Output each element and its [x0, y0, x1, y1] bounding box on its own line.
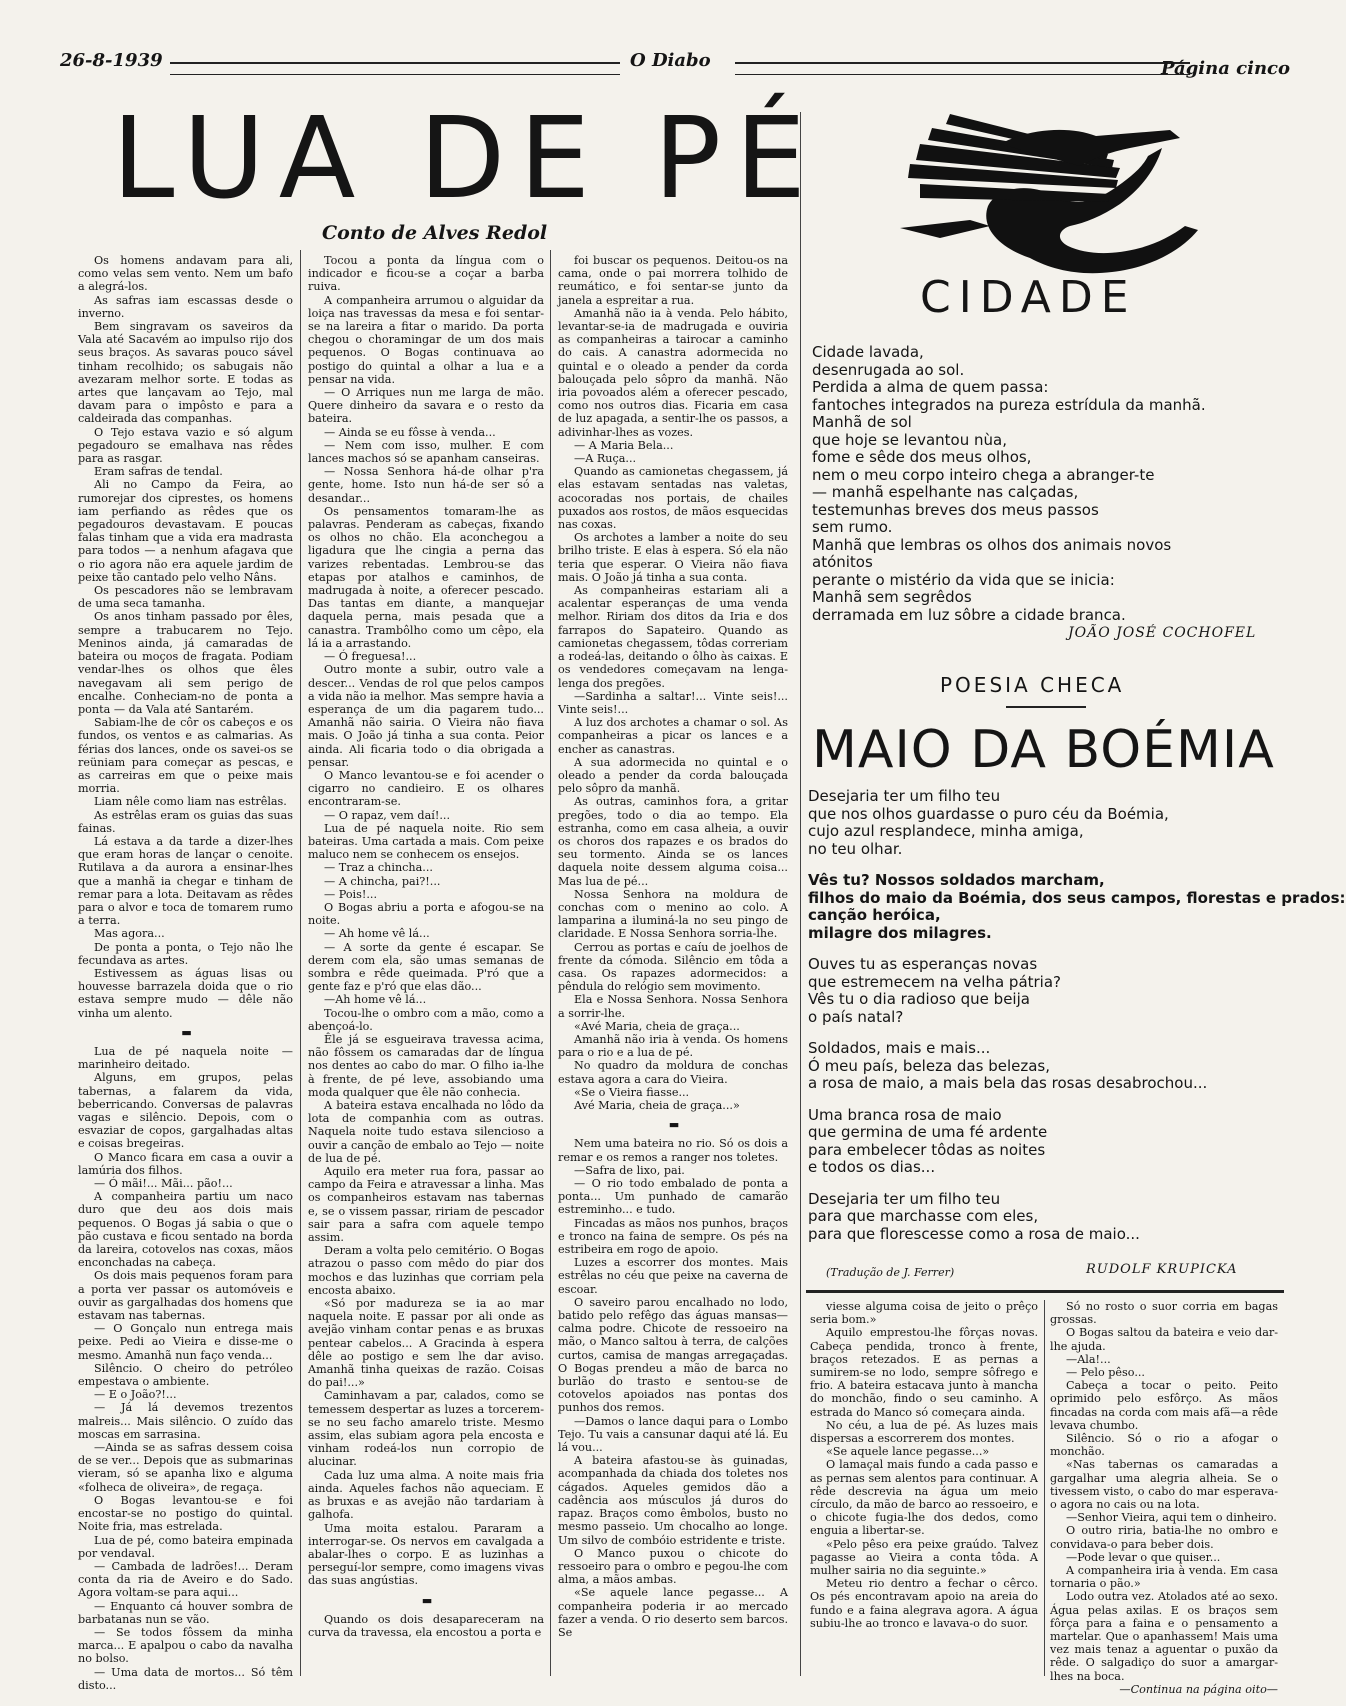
paragraph: Êle já se esgueirava travessa acima, não fôssem os camaradas dar de língua nos dentes ao cabo do mar. O filho ia-lhe à frente, de pé leve, assobiando uma moda qualquer que êle não conhecia. — [308, 1032, 544, 1099]
maio-poem — [808, 787, 1346, 1243]
paragraph: O saveiro parou encalhado no lodo, batido pelo refêgo das águas mansas—calma podre. Chicote de ressoeiro na mão, o Manco saltou à terra, de calções curtos, camisa de mangas arregaçadas. O Bogas prendeu a mão de barca no burlão do trasto e sentou-se de cotovelos apoiados nas pontas dos punhos dos remos. — [558, 1295, 788, 1415]
paragraph: Ali no Campo da Feira, ao rumorejar dos ciprestes, os homens iam perfiando as rêdes que os pegadouros devastavam. E poucas falas tinham que a vida era madrasta para todos — a nenhum afagava que o rio agora não era aquele jardim de peixe tão cantado pelo velho Nâns. — [78, 478, 293, 584]
stanza-gap — [808, 1177, 1288, 1191]
paragraph: — Pelo pêso... — [1066, 1366, 1145, 1380]
poem-line: derramada em luz sôbre a cidade branca. — [812, 605, 1126, 624]
paragraph: Estivessem as águas lisas ou houvesse barrazela doida que o rio estava sempre mudo — dêle não vinha um alento. — [78, 966, 293, 1020]
paragraph: — Ainda se eu fôsse à venda... — [324, 425, 496, 439]
paragraph: Os pescadores não se lembravam de uma seca tamanha. — [78, 584, 293, 611]
poem-line: desenrugada ao sol. — [812, 360, 965, 379]
paragraph: «Avé Maria, cheia de graça... — [574, 1019, 740, 1033]
paragraph: As safras iam escassas desde o inverno. — [78, 293, 293, 320]
paragraph: O Bogas saltou da bateira e veio dar-lhe ajuda. — [1050, 1326, 1278, 1353]
poem-line: nem o meu corpo inteiro chega a abranger-te — [812, 465, 1155, 484]
stanza-gap — [808, 1093, 1288, 1107]
poem-line: Manhã de sol — [812, 413, 912, 431]
paragraph: Meteu rio dentro a fechar o cêrco. Os pés encontravam apoio na areia do fundo e a faina alegrava agora. A água subiu-lhe ao tronco e lavava-o do suor. — [810, 1577, 1038, 1630]
paragraph: foi buscar os pequenos. Deitou-os na cama, onde o pai morrera tolhido de reumático, e foi sentar-se junto da janela a espreitar a rua. — [558, 254, 788, 307]
paragraph: Avé Maria, cheia de graça...» — [574, 1099, 740, 1112]
paragraph: Silêncio. O cheiro do petróleo empestava o ambiente. — [78, 1361, 293, 1389]
poem-line: milagre dos milagres. — [808, 923, 992, 942]
paragraph: Lua de pé, como bateira empinada por vendaval. — [78, 1533, 293, 1560]
paragraph: —Safra de lixo, pai. — [574, 1163, 685, 1177]
paragraph: Luzes a escorrer dos montes. Mais estrêlas no céu que peixe na caverna de escoar. — [558, 1256, 788, 1296]
paragraph: —Pode levar o que quiser... — [1066, 1550, 1221, 1564]
story-continuation-right — [1050, 1300, 1278, 1696]
paragraph: «Se aquele lance pegasse... A companheira poderia ir ao mercado fazer a venda. O rio deserto sem barcos. Se — [558, 1586, 788, 1639]
poem-line: Vês tu o dia radioso que beija — [808, 990, 1030, 1008]
poem-line: para que marchasse com eles, — [808, 1207, 1039, 1225]
paragraph: Aquilo era meter rua fora, passar ao campo da Feira e atravessar a linha. Mas os companheiros estavam nas tabernas e, se o vissem passar, ririam de pescador sair para a safra com aquele tempo assim. — [308, 1165, 544, 1245]
stanza-gap — [808, 942, 1288, 956]
column-divider — [800, 112, 801, 1676]
poem-line: Ouves tu as esperanças novas — [808, 955, 1038, 973]
section-heading: POESIA CHECA — [940, 673, 1125, 697]
poem-line: cujo azul resplandece, minha amiga, — [808, 822, 1084, 840]
paragraph: —Ah home vê lá... — [324, 993, 427, 1007]
paragraph: Amanhã não ia à venda. Pelo hábito, levantar-se-ia de madrugada e ouviria as companheiras a tairocar a caminho do cais. A canastra adormecida no quintal e o oleado a pender da corda balouçada pelo sôpro da manhã. Não iria povoados além a oferecer pescado, como nos outros dias. Ficaria em casa de luz apagada, a sentir-lhe os passos, a adivinhar-lhes as vozes. — [558, 306, 788, 439]
paragraph: O Bogas levantou-se e foi encostar-se no postigo do quintal. Noite fria, mas estrelada. — [78, 1493, 293, 1534]
story-column-3 — [558, 254, 788, 1676]
paragraph: Tocou a ponta da língua com o indicador e ficou-se a coçar a barba ruiva. — [308, 254, 544, 294]
paragraph: — Ó freguesa!... — [324, 650, 417, 664]
poem-line: canção heróica, — [808, 906, 941, 924]
paragraph: —Ainda se as safras dessem coisa de se ver... Depois que as submarinas vieram, só se apanha lixo e alguma «folheca de oliveira», de regaça. — [78, 1441, 293, 1494]
paragraph: — Enquanto cá houver sombra de barbatanas nun se vão. — [78, 1599, 293, 1626]
paragraph: — Pois!... — [324, 887, 378, 901]
paragraph: — A Maria Bela... — [574, 438, 674, 452]
paragraph: As estrêlas eram os guias das suas fainas. — [78, 808, 293, 835]
paragraph: O outro riria, batia-lhe no ombro e convidava-o para beber dois. — [1050, 1524, 1278, 1551]
paragraph: Eram safras de tendal. — [94, 465, 223, 479]
poem-line: que estremecem na velha pátria? — [808, 972, 1062, 991]
paragraph: — E o João?!... — [94, 1388, 177, 1402]
paragraph: — Já lá devemos trezentos malreis... Mais silêncio. O zuído das moscas em sarrasina. — [78, 1401, 293, 1441]
column-divider — [550, 250, 551, 1676]
story-byline: Conto de Alves Redol — [322, 222, 548, 244]
paragraph: — Traz a chincha... — [324, 861, 433, 875]
header-rule-right — [735, 62, 1190, 75]
poem-line: — manhã espelhante nas calçadas, — [812, 483, 1079, 501]
paragraph: — O rio todo embalado de ponta a ponta... Um punhado de camarão estreminho... e tudo. — [558, 1177, 788, 1217]
paragraph: Aquilo emprestou-lhe fôrças novas. Cabeça pendida, tronco à frente, braços retezados. E as pernas a sumirem-se no lodo, sempre sôfrego e frio. A bateira estacava junto à mancha do monchão, findo o seu caminho. A estrada do Manco só começara ainda. — [810, 1326, 1038, 1419]
paragraph: — O rapaz, vem daí!... — [324, 808, 451, 822]
paragraph: — Se todos fôssem da minha marca... E apalpou o cabo da navalha no bolso. — [78, 1625, 293, 1666]
paragraph: — O Gonçalo nun entrega mais peixe. Pedi ao Vieira e disse-me o mesmo. Amanhã nun faço venda... — [78, 1322, 293, 1362]
issue-date: 26-8-1939 — [60, 50, 163, 71]
stanza-gap — [808, 1026, 1288, 1040]
paragraph: — Ó mãi!... Mãi... pão!... — [94, 1177, 233, 1191]
poem-line: o país natal? — [808, 1007, 904, 1026]
paragraph: —Damos o lance daqui para o Lombo Tejo. Tu vais a cansunar daqui até lá. Eu lá vou... — [558, 1414, 788, 1455]
poem-line: no teu olhar. — [808, 839, 903, 858]
paragraph: Só no rosto o suor corria em bagas grossas. — [1050, 1300, 1278, 1327]
paragraph: No quadro da moldura de conchas estava agora a cara do Vieira. — [558, 1059, 788, 1086]
poem-line: Perdida a alma de quem passa: — [812, 378, 1049, 396]
paragraph: O Bogas abriu a porta e afogou-se na noite. — [308, 900, 544, 928]
paragraph: «Só por madureza se ia ao mar naquela noite. E passar por ali onde as avejão vinham contar penas e as bruxas pentear cabelos... A Gracinda à espera dêle ao postigo e sem lhe dar aviso. Amanhã tinha queixas de razão. Coisas do pai!...» — [308, 1297, 544, 1390]
paragraph: O Manco ficara em casa a ouvir a lamúria dos filhos. — [78, 1150, 293, 1177]
section-separator: ▬ — [181, 1024, 190, 1039]
page-number: Página cinco — [1160, 58, 1290, 79]
paragraph: Cabeça a tocar o peito. Peito oprimido pelo esfôrço. As mãos fincadas na corda com mais afã—a rêde levava chumbo. — [1050, 1379, 1278, 1432]
paragraph: Quando os dois desapareceram na curva da travessa, ela encostou a porta e — [308, 1612, 544, 1639]
poem-line: testemunhas breves dos meus passos — [812, 500, 1099, 519]
paragraph: — Nossa Senhora há-de olhar p'ra gente, home. Isto nun há-de ser só a desandar... — [308, 465, 544, 505]
paragraph: Quando as camionetas chegassem, já elas estavam sentadas nas valetas, acocoradas nos portais, de chailes puxados aos rostos, de mãos esquecidas nas coxas. — [558, 465, 788, 532]
section-bottom-rule — [806, 1290, 1284, 1293]
paragraph: — Uma data de mortos... Só têm disto... — [78, 1665, 293, 1692]
poem-line: para que florescesse como a rosa de maio... — [808, 1224, 1140, 1243]
paragraph: O Tejo estava vazio e só algum pegadouro se emalhava nas rêdes para as rasgar. — [78, 425, 293, 466]
paragraph: — Ah home vê lá... — [324, 927, 430, 941]
section-separator: ▬ — [668, 1117, 678, 1132]
column-divider — [1044, 1300, 1045, 1676]
poem-line: que germina de uma fé ardente — [808, 1123, 1048, 1141]
paragraph: No céu, a lua de pé. As luzes mais dispersas a escorrerem dos montes. — [810, 1418, 1038, 1446]
paragraph: —Sardinha a saltar!... Vinte seis!... Vinte seis!... — [558, 689, 788, 716]
cidade-poem — [812, 344, 1282, 624]
paragraph: Fincadas as mãos nos punhos, braços e tronco na faina de sempre. Os pés na estribeira em rogo de apoio. — [558, 1216, 788, 1257]
paragraph: «Se aquele lance pegasse...» — [826, 1445, 990, 1459]
paragraph: A bateira afastou-se às guinadas, acompanhada da chiada dos toletes nos cágados. Aqueles gemidos dão a cadência aos músculos já duros do rapaz. Braços como êmbolos, busto no mesmo passeio. Um chocalho ao longe. Um silvo de combóio estridente e triste. — [558, 1454, 788, 1547]
poem-title: MAIO DA BOÉMIA — [812, 720, 1275, 780]
paragraph: Bem singravam os saveiros da Vala até Sacavém ao impulso rijo dos seus braços. As savaras pouco sável tinham recolhido; os sabugais não avezaram melhor sorte. E todas as artes que lançavam ao Tejo, mal davam para o impôsto e para a caldeirada das companhas. — [78, 320, 293, 426]
cidade-author: JOÃO JOSÉ COCHOFEL — [1068, 625, 1257, 641]
paragraph: As outras, caminhos fora, a gritar pregões, todo o dia ao tempo. Ela estranha, como em casa alheia, a ouvir os choros dos rapazes e os brados do seu tormento. Ainda se os lances daquela noite dessem alguma coisa... Mas lua de pé... — [558, 795, 788, 888]
header-rule-left — [170, 62, 620, 75]
paragraph: «Pelo pêso era peixe graúdo. Talvez pagasse ao Vieira a conta tôda. A mulher sairia no dia seguinte.» — [810, 1537, 1038, 1578]
paragraph: Cerrou as portas e caíu de joelhos de frente da cómoda. Silêncio em tôda a casa. Os rapazes adormecidos: a pêndula do relógio sem movimento. — [558, 940, 788, 994]
paragraph: Os pensamentos tomaram-lhe as palavras. Penderam as cabeças, fixando os olhos no chão. Ela aconchegou a ligadura que lhe cingia a perna das varizes rebentadas. Lembrou-se das etapas por atalhos e caminhos, de madrugada à noite, a oferecer pescado. Das tantas em diante, a manquejar daquela perna, mais pesada que a canastra. Trambôlho como um cêpo, ela lá ia a arrastando. — [308, 504, 544, 650]
paragraph: — A chincha, pai?!... — [324, 874, 441, 888]
continued-note: —Continua na página oito— — [1119, 1682, 1278, 1696]
page-header — [60, 50, 1290, 90]
paragraph: Cada luz uma alma. A noite mais fria ainda. Aqueles fachos não aqueciam. E as bruxas e as avejão não tardariam à galhofa. — [308, 1468, 544, 1522]
paragraph: O lamaçal mais fundo a cada passo e as pernas sem alentos para continuar. A rêde descrevia na água um meio círculo, da mão de barco ao ressoeiro, e o chicote fugia-lhe dos dedos, como enguia a libertar-se. — [810, 1458, 1038, 1538]
paragraph: Os anos tinham passado por êles, sempre a trabucarem no Tejo. Meninos ainda, já camaradas de bateira ou moços de fragata. Podiam vendar-lhes os olhos que êles navegavam ali sem perigo de encalhe. Conheciam-no de ponta a ponta — da Vala até Santarém. — [78, 610, 293, 716]
cidade-title: CIDADE — [920, 272, 1137, 323]
poem-line: a rosa de maio, a mais bela das rosas desabrochou... — [808, 1074, 1208, 1092]
stanza-gap — [808, 858, 1288, 872]
paragraph: viesse alguma coisa de jeito o prêço seria bom.» — [810, 1300, 1038, 1327]
paragraph: Outro monte a subir, outro vale a descer... Vendas de rol que pelos campos a vida não ia melhor. Mas sempre havia a esperança de um dia pagarem tudo... Amanhã não sairia. O Vieira não fiava mais. O João já tinha a sua conta. Peior ainda. Ali ficaria todo o dia obrigada a pensar. — [308, 663, 544, 769]
paragraph: —Ala!... — [1066, 1352, 1111, 1366]
poem-line: Uma branca rosa de maio — [808, 1105, 1002, 1124]
section-separator: ▬ — [421, 1592, 431, 1607]
paragraph: Tocou-lhe o ombro com a mão, como a abençoá-lo. — [308, 1006, 544, 1033]
paragraph: — Cambada de ladrões!... Deram conta da ria de Aveiro e do Sado. Agora voltam-se para aqui... — [78, 1559, 293, 1600]
section-rule — [1006, 706, 1086, 708]
poem-line: perante o mistério da vida que se inicia: — [812, 570, 1115, 589]
poem-line: sem rumo. — [812, 518, 893, 536]
paragraph: Os archotes a lamber a noite do seu brilho triste. E elas à espera. Só ela não teria que esperar. O Vieira não fiava mais. O João já tinha a sua conta. — [558, 531, 788, 584]
translation-note: (Tradução de J. Ferrer) — [826, 1266, 955, 1279]
paragraph: As companheiras estariam ali a acalentar esperanças de uma venda melhor. Ririam dos ditos da Iria e dos farrapos do Sapateiro. Quando as camionetas chegassem, tôdas correriam a rodeá-las, deitando o ôlho às caixas. E os vendedores começavam na lenga-lenga dos pregões. — [558, 584, 788, 690]
poem-line: e todos os dias... — [808, 1158, 936, 1176]
paragraph: A companheira partiu um naco duro que deu aos dois mais pequenos. O Bogas já sabia o que o pão custava e ficou sentado na borda da lareira, cotovelos nas coxas, mãos enconchadas na cabeça. — [78, 1190, 293, 1270]
maio-author: RUDOLF KRUPICKA — [1086, 1262, 1238, 1277]
paragraph: — A sorte da gente é escapar. Se derem com ela, são umas semanas de sombra e rêde queimada. P'ró que a gente faz e p'ró que elas dão... — [308, 940, 544, 994]
poem-line: que nos olhos guardasse o puro céu da Boémia, — [808, 804, 1169, 823]
story-continuation-left — [810, 1300, 1038, 1676]
paragraph: Os homens andavam para ali, como velas sem vento. Nem um bafo a alegrá-los. — [78, 254, 293, 294]
paragraph: Lua de pé naquela noite. Rio sem bateiras. Uma cartada a mais. Com peixe maluco nem se conhecem os ensejos. — [308, 821, 544, 862]
paragraph: Nem uma bateira no rio. Só os dois a remar e os remos a ranger nos toletes. — [558, 1137, 788, 1164]
paragraph: — Nem com isso, mulher. E com lances machos só se apanham canseiras. — [308, 438, 544, 466]
paragraph: A luz dos archotes a chamar o sol. As companheiras a picar os lances e a encher as canastras. — [558, 716, 788, 756]
story-title: LUA DE PÉ — [112, 94, 820, 224]
paragraph: Uma moita estalou. Pararam a interrogar-se. Os nervos em cavalgada a abalar-lhes o corpo. E as luzinhas a perseguí-lor sempre, como imagens vivas das suas angústias. — [308, 1521, 544, 1588]
paragraph: Amanhã não iria à venda. Os homens para o rio e a lua de pé. — [558, 1032, 788, 1060]
paragraph: «Se o Vieira fiasse... — [574, 1085, 690, 1099]
newspaper-name: O Diabo — [630, 50, 711, 71]
paragraph: Mas agora... — [94, 927, 165, 941]
paragraph: Deram a volta pelo cemitério. O Bogas atrazou o passo com mêdo do piar dos mochos e das luzinhas que corriam pela encosta abaixo. — [308, 1244, 544, 1297]
poem-line: fome e sêde dos meus olhos, — [812, 448, 1032, 466]
paragraph: —A Ruça... — [574, 452, 637, 466]
paragraph: A companheira arrumou o alguidar da loiça nas travessas da mesa e foi sentar-se na lareira a fitar o marido. Da porta chegou o choramingar de um dos mais pequenos. O Bogas continuava ao postigo do quintal a olhar a lua e a pensar na vida. — [308, 293, 544, 386]
paragraph: Liam nêle como liam nas estrêlas. — [94, 795, 287, 809]
paragraph: O Manco puxou o chicote do ressoeiro para o ombro e pegou-lhe com alma, a mãos ambas. — [558, 1546, 788, 1587]
paragraph: «Nas tabernas os camaradas a gargalhar uma alegria alheia. Se o tivessem visto, o cabo do mar esperava-o agora no cais ou na lota. — [1050, 1458, 1278, 1512]
paragraph: — O Arriques nun me larga de mão. Quere dinheiro da savara e o resto da bateira. — [308, 386, 544, 426]
poem-line: que hoje se levantou nùa, — [812, 430, 1007, 449]
story-column-2 — [308, 254, 544, 1676]
paragraph: Sabiam-lhe de côr os cabeços e os fundos, os ventos e as calmarias. As férias dos lances, onde os savei-os se reüniam para começar as pescas, e as carreiras em que o peixe mais morria. — [78, 716, 293, 796]
poem-line: Manhã sem segrêdos — [812, 588, 972, 606]
poem-line: atónitos — [812, 553, 873, 571]
poem-line: Soldados, mais e mais... — [808, 1039, 991, 1057]
paragraph: Nossa Senhora na moldura de conchas com o menino ao colo. A lamparina a iluminá-la no seu pingo de claridade. E Nossa Senhora sorria-lhe. — [558, 887, 788, 941]
poem-line: Cidade lavada, — [812, 343, 924, 361]
paragraph: Alguns, em grupos, pelas tabernas, a falarem da vida, beberricando. Conversas de palavras vagas e silêncio. Depois, com o esvaziar de copos, gargalhadas altas e coisas bregeiras. — [78, 1071, 293, 1151]
poem-line: fantoches integrados na pureza estrídula da manhã. — [812, 395, 1206, 414]
paragraph: O Manco levantou-se e foi acender o cigarro no candieiro. E os olhares encontraram-se. — [308, 768, 544, 809]
paragraph: Caminhavam a par, calados, como se temessem despertar as luzes a torcerem-se no seu facho amarelo triste. Mesmo assim, elas subiam agora pela encosta e vinham rodeá-los nun corropio de alucinar. — [308, 1389, 544, 1469]
paragraph: Ela e Nossa Senhora. Nossa Senhora a sorrir-lhe. — [558, 993, 788, 1020]
poem-line: Desejaria ter um filho teu — [808, 787, 1001, 805]
paragraph: Lodo outra vez. Atolados até ao sexo. Água pelas axilas. E os braços sem fôrça para a faina e o pensamento a martelar. Que o apanhassem! Mais uma vez mais tenaz a aguentar o puxão da rêde. O salgadiço do suor a amargar-lhes na boca. — [1050, 1590, 1278, 1683]
poem-line: Ó meu país, beleza das belezas, — [808, 1056, 1050, 1075]
column-divider — [300, 250, 301, 1676]
story-column-1 — [78, 254, 293, 1692]
paragraph: A bateira estava encalhada no lôdo da lota de companhia com as outras. Naquela noite tudo estava silencioso a ouvir a canção de embalo ao Tejo — noite de lua de pé. — [308, 1099, 544, 1165]
poem-line: Vês tu? Nossos soldados marcham, — [808, 871, 1105, 889]
paragraph: A sua adormecida no quintal e o oleado a pender da corda balouçada pelo sôpro da manhã. — [558, 755, 788, 796]
poem-line: Manhã que lembras os olhos dos animais novos — [812, 535, 1172, 554]
paragraph: Os dois mais pequenos foram para a porta ver passar os automóveis e ouvir as gargalhadas dos homens que estavam nas tabernas. — [78, 1269, 293, 1323]
poem-line: Desejaria ter um filho teu — [808, 1189, 1001, 1208]
paragraph: Lua de pé naquela noite — marinheiro deitado. — [78, 1044, 293, 1072]
poem-line: para embelecer tôdas as noites — [808, 1140, 1046, 1159]
poem-line: filhos do maio da Boémia, dos seus campos, florestas e prados: — [808, 888, 1346, 907]
paragraph: Silêncio. Só o rio a afogar o monchão. — [1050, 1432, 1278, 1459]
paragraph: De ponta a ponta, o Tejo não lhe fecundava as artes. — [78, 940, 293, 967]
winged-horse-logo — [880, 108, 1205, 283]
paragraph: Lá estava a da tarde a dizer-lhes que eram horas de lançar o cenoite. Rutilava a da aurora a ensinar-lhes que a manhã ia chegar e tinham de remar para a lota. Deitavam as rêdes para o alvor e toca de tomarem rumo a terra. — [78, 834, 293, 928]
paragraph: —Senhor Vieira, aqui tem o dinheiro. — [1066, 1511, 1277, 1525]
paragraph: A companheira iria à venda. Em casa tornaria o pão.» — [1050, 1564, 1278, 1591]
